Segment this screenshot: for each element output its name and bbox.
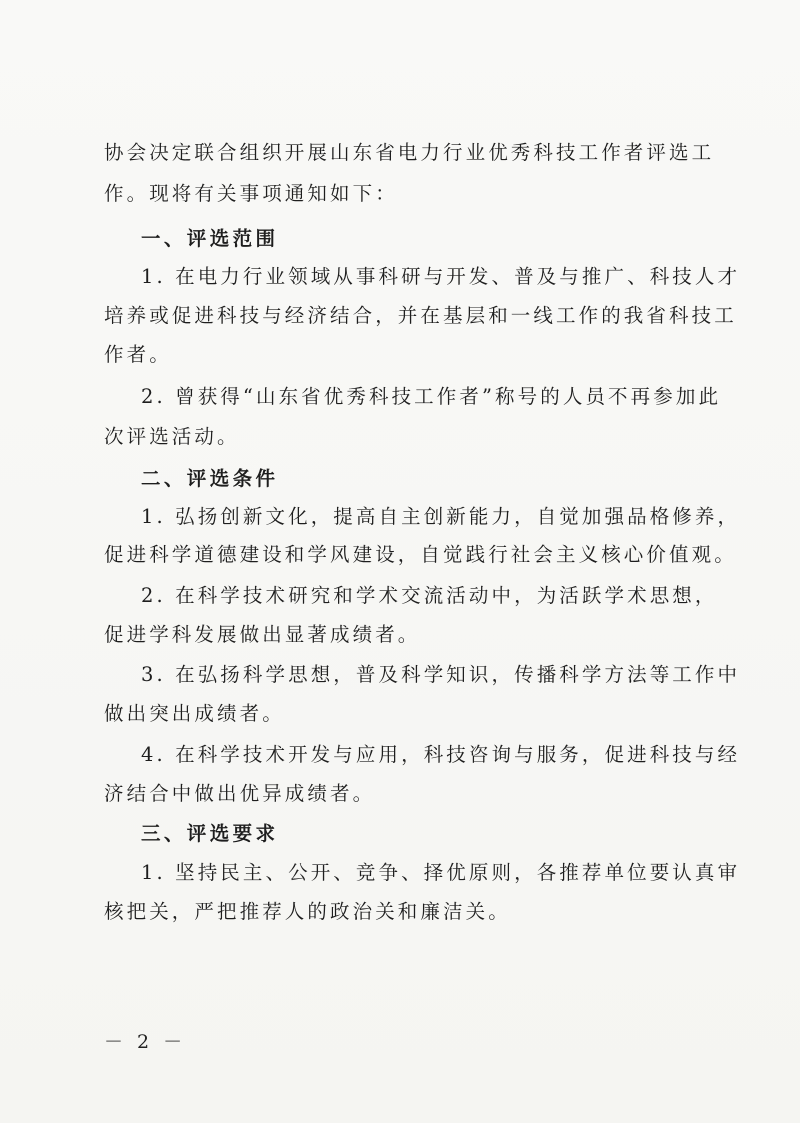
paragraph-line: 核把关，严把推荐人的政治关和廉洁关。 — [104, 900, 511, 923]
paragraph-line: 协会决定联合组织开展山东省电力行业优秀科技工作者评选工 — [104, 141, 715, 164]
paragraph-line: 2. 曾获得“山东省优秀科技工作者”称号的人员不再参加此 — [141, 385, 722, 408]
paragraph-line: 作。现将有关事项通知如下： — [104, 182, 398, 205]
section-heading-scope: 一、评选范围 — [141, 227, 279, 250]
section-heading-conditions: 二、评选条件 — [141, 467, 279, 490]
paragraph-line: 次评选活动。 — [104, 425, 240, 448]
paragraph-line: 4. 在科学技术开发与应用，科技咨询与服务，促进科技与经 — [141, 743, 741, 766]
paragraph-line: 做出突出成绩者。 — [104, 702, 285, 725]
paragraph-line: 3. 在弘扬科学思想，普及科学知识，传播科学方法等工作中 — [141, 663, 741, 686]
section-heading-requirements: 三、评选要求 — [141, 822, 279, 845]
paragraph-line: 作者。 — [104, 343, 172, 366]
paragraph-line: 2. 在科学技术研究和学术交流活动中，为活跃学术思想， — [141, 584, 718, 607]
paragraph-line: 济结合中做出优异成绩者。 — [104, 782, 376, 805]
paragraph-line: 1. 坚持民主、公开、竞争、择优原则，各推荐单位要认真审 — [141, 861, 741, 884]
paragraph-line: 1. 在电力行业领域从事科研与开发、普及与推广、科技人才 — [141, 265, 741, 288]
paragraph-line: 1. 弘扬创新文化，提高自主创新能力，自觉加强品格修养， — [141, 505, 741, 528]
paragraph-line: 培养或促进科技与经济结合，并在基层和一线工作的我省科技工 — [104, 304, 737, 327]
paragraph-line: 促进学科发展做出显著成绩者。 — [104, 623, 421, 646]
paragraph-line: 促进科学道德建设和学风建设，自觉践行社会主义核心价值观。 — [104, 543, 737, 566]
page-number: － 2 － — [104, 1031, 187, 1053]
